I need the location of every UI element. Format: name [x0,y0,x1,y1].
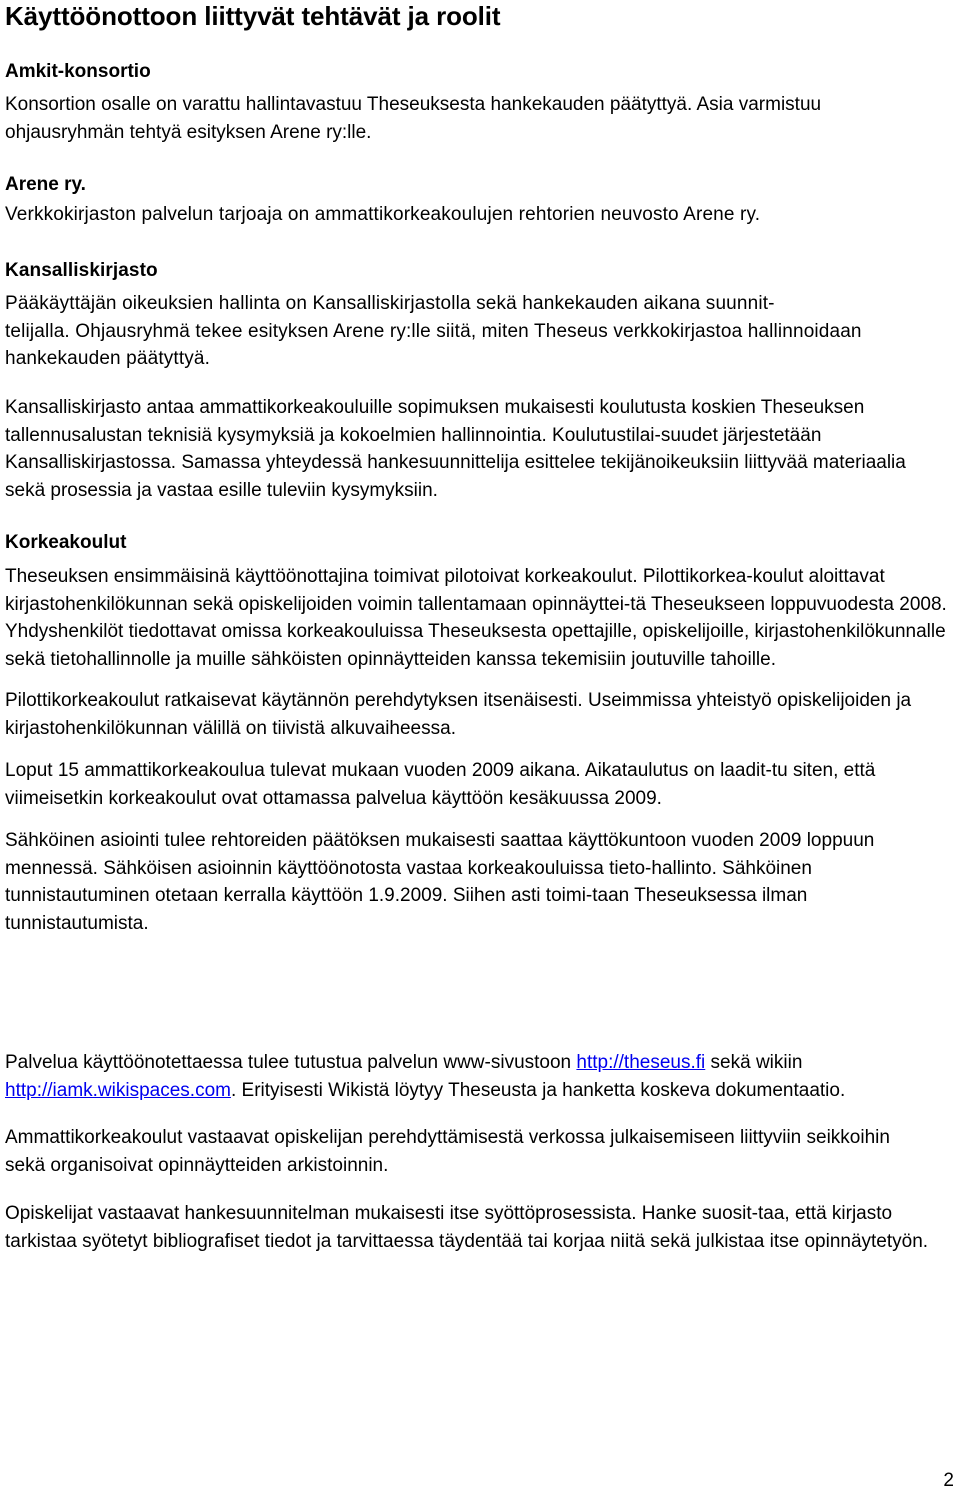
text-ohjausryhma: Ohjausryhmä tekee esityksen Arene ry:lle siitä, miten Theseus verkkokirjastoa hallinnoidaan hankekauden päätyttyä. [5,320,862,369]
paragraph-korkeakoulut-4: Sähköinen asiointi tulee rehtoreiden päätöksen mukaisesti saattaa käyttökuntoon vuoden 2009 loppuun mennessä. Sähköisen asioinnin käyttöönotosta vastaa korkeakouluissa tieto-hallinto. Sähköinen tunnistautuminen otetaan kerralla käyttöön 1.9.2009. Siihen asti toimi-taan Theseuksessa ilman tunnistautumista. [5,830,875,934]
heading-amkit: Amkit-konsortio [5,61,151,82]
paragraph-ammattikorkeakoulut: Ammattikorkeakoulut vastaavat opiskelijan perehdyttämisestä verkossa julkaisemiseen liittyviin seikkoihin sekä organisoivat opinnäytteiden arkistoinnin. [5,1127,890,1176]
text-telijalla: telijalla. [5,320,70,342]
paragraph-korkeakoulut-2: Pilottikorkeakoulut ratkaisevat käytännön perehdytyksen itsenäisesti. Useimmissa yhteistyö opiskelijoiden ja kirjastohenkilökunnan välillä on tiivistä alkuvaiheessa. [5,690,912,739]
page-title: Käyttöönottoon liittyvät tehtävät ja roolit [5,1,501,31]
section-koulutus [5,394,955,504]
section-kansalliskirjasto [5,257,955,373]
text-erityisesti: . Erityisesti Wikistä löytyy Theseusta ja hanketta koskeva dokumentaatio. [230,1079,846,1101]
section-footer [5,1049,955,1255]
section-arene [5,171,955,229]
heading-arene: Arene ry. [5,174,86,195]
paragraph-arene: Verkkokirjaston palvelun tarjoaja on ammattikorkeakoulujen rehtorien neuvosto Arene ry. [5,204,761,225]
paragraph-korkeakoulut-3: Loput 15 ammattikorkeakoulua tulevat mukaan vuoden 2009 aikana. Aikataulutus on laadit-tu siten, että viimeisetkin korkeakoulut ovat ottamassa palvelua käyttöön kesäkuussa 2009. [5,760,876,809]
heading-korkeakoulut: Korkeakoulut [5,532,127,553]
text-seka-wikiin: sekä wikiin [705,1052,803,1073]
paragraph-koulutus: Kansalliskirjasto antaa ammattikorkeakouluille sopimuksen mukaisesti koulutusta koskien Theseuksen tallennusalustan teknisiä kysymyksiä ja kokoelmien hallinnointia. Koulutustilai-suudet järjestetään Kansalliskirjastossa. Samassa yhteydessä hankesuunnittelija esittelee tekijänoikeuksiin liittyvää materiaalia sekä prosessia ja vastaa esille tuleviin kysymyksiin. [5,397,906,501]
document-page [5,0,955,1252]
paragraph-links [5,1049,950,1104]
page-number: 2 [943,1470,954,1491]
paragraph-korkeakoulut-1: Theseuksen ensimmäisinä käyttöönottajina toimivat pilotoivat korkeakoulut. Pilottikorkea-koulut aloittavat kirjastohenkilökunnan sekä opiskelijoiden voimin tallentamaan opinnäyttei-tä Theseukseen loppuvuodesta 2008. Yhdyshenkilöt tiedottavat omissa korkeakouluissa Theseuksesta opettajille, opiskelijoille, kirjastohenkilökunnalle sekä tietohallinnolle ja muille sähköisten opinnäytteiden kanssa tekemisiin joutuville tahoille. [5,566,947,670]
heading-kansalliskirjasto: Kansalliskirjasto [5,260,158,281]
paragraph-amkit: Konsortion osalle on varattu hallintavastuu Theseuksesta hankekauden päätyttyä. Asia varmistuu ohjausryhmän tehtyä esityksen Arene ry:lle. [5,94,822,143]
section-korkeakoulut [5,529,955,937]
link-theseus[interactable]: http://theseus.fi [576,1052,706,1073]
link-iamk-wikispaces[interactable]: http://iamk.wikispaces.com [5,1079,231,1101]
paragraph-opiskelijat: Opiskelijat vastaavat hankesuunnitelman mukaisesti itse syöttöprosessista. Hanke suosit-taa, että kirjasto tarkistaa syötetyt bibliografiset tiedot ja tarvittaessa täydentää tai korjaa niitä sekä julkistaa itse opinnäytetyön. [5,1203,929,1252]
section-amkit [5,58,955,146]
text-palvelua: Palvelua käyttöönotettaessa tulee tutustua palvelun www-sivustoon [5,1052,577,1073]
paragraph-kansalliskirjasto-line1: Pääkäyttäjän oikeuksien hallinta on Kansalliskirjastolla sekä hankekauden aikana suunnit- [5,293,775,314]
paragraph-kansalliskirjasto-cont [5,318,940,373]
